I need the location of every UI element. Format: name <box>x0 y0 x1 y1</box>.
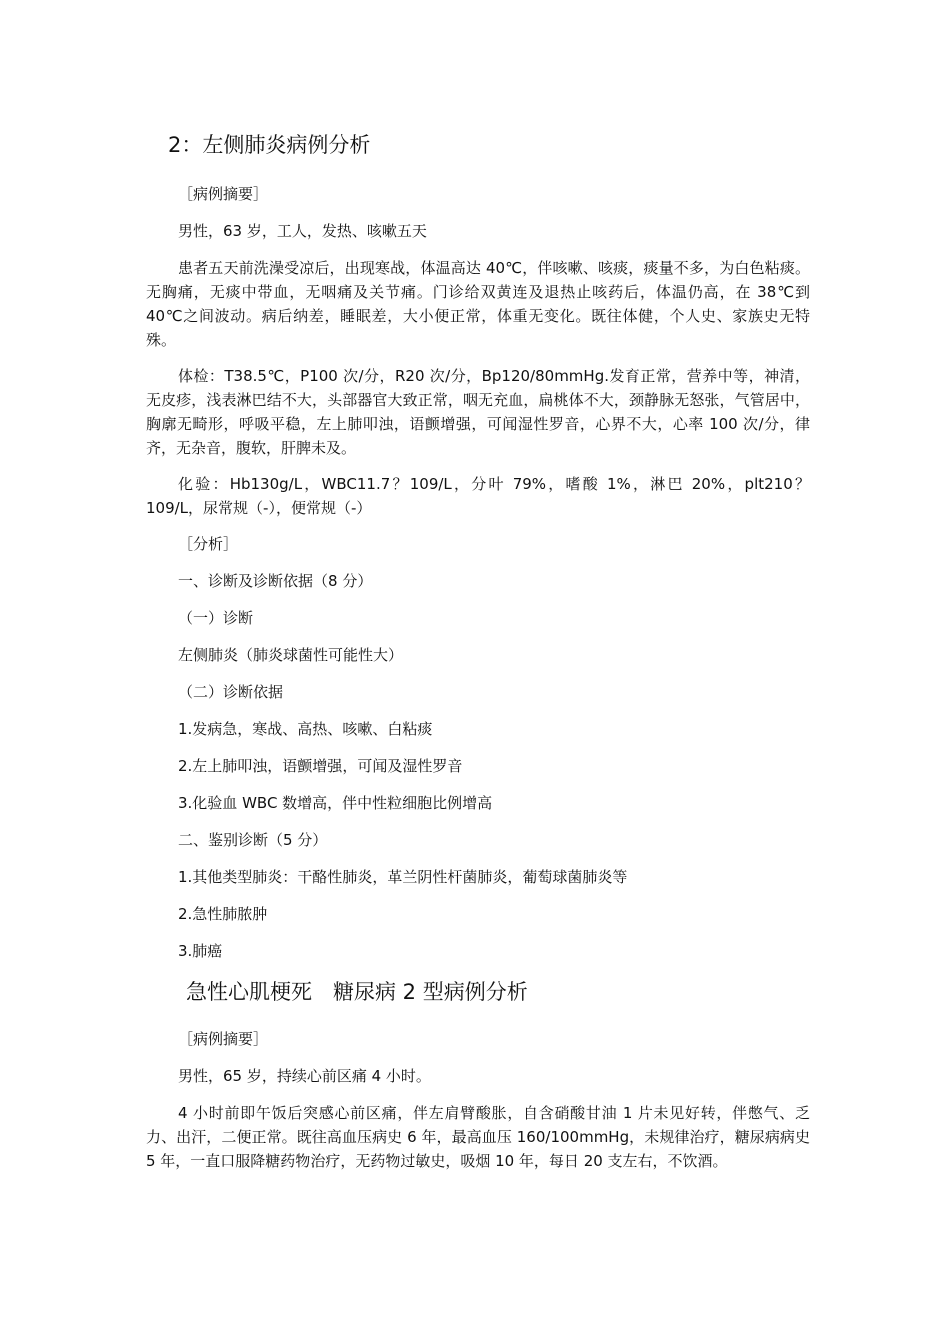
section1-physical-exam: 体检：T38.5℃，P100 次/分，R20 次/分，Bp120/80mmHg.发育正常，营养中等，神清，无皮疹，浅表淋巴结不大，头部器官大致正常，咽无充血，扁桃体不大，颈静脉无怒张，气管居中，胸廓无畸形，呼吸平稳，左上肺叩浊，语颤增强，可闻湿性罗音，心界不大，心率 100 次/分，律齐，无杂音，腹软，肝脾未及。 <box>146 367 810 457</box>
section1-summary-label: ［病例摘要］ <box>178 185 269 203</box>
section2-summary-label: ［病例摘要］ <box>178 1030 269 1048</box>
section2-patient-line: 男性，65 岁，持续心前区痛 4 小时。 <box>178 1067 431 1085</box>
diagnosis-subheading: （一）诊断 <box>178 609 254 627</box>
section2-history: 4 小时前即午饭后突感心前区痛，伴左肩臂酸胀，自含硝酸甘油 1 片未见好转，伴憋气、乏力、出汗，二便正常。既往高血压病史 6 年，最高血压 160/100mmHg，未规律治疗，糖尿病病史 5 年，一直口服降糖药物治疗，无药物过敏史，吸烟 10 年，每日 20 支左右，不饮酒。 <box>146 1104 810 1170</box>
basis-item: 3.化验血 WBC 数增高，伴中性粒细胞比例增高 <box>178 794 493 812</box>
diagnosis-text: 左侧肺炎（肺炎球菌性可能性大） <box>178 646 404 664</box>
document-body <box>146 130 810 1185</box>
section1-analysis-label: ［分析］ <box>178 535 239 553</box>
section1-patient-line: 男性，63 岁，工人，发热、咳嗽五天 <box>178 222 427 240</box>
section1-lab-results: 化验：Hb130g/L，WBC11.7？109/L，分叶 79%，嗜酸 1%，淋巴 20%，plt210？109/L，尿常规（-），便常规（-） <box>146 475 810 517</box>
differential-heading: 二、鉴别诊断（5 分） <box>178 831 328 849</box>
section2-title: 急性心肌梗死 糖尿病 2 型病例分析 <box>186 980 528 1004</box>
section1-title: 2：左侧肺炎病例分析 <box>168 133 371 157</box>
differential-item: 1.其他类型肺炎：干酪性肺炎，革兰阴性杆菌肺炎，葡萄球菌肺炎等 <box>178 868 628 886</box>
differential-item: 2.急性肺脓肿 <box>178 905 268 923</box>
diagnosis-basis-subheading: （二）诊断依据 <box>178 683 284 701</box>
basis-item: 1.发病急，寒战、高热、咳嗽、白粘痰 <box>178 720 433 738</box>
differential-item: 3.肺癌 <box>178 942 223 960</box>
basis-item: 2.左上肺叩浊，语颤增强，可闻及湿性罗音 <box>178 757 463 775</box>
section1-history: 患者五天前洗澡受凉后，出现寒战，体温高达 40℃，伴咳嗽、咳痰，痰量不多，为白色粘痰。无胸痛，无痰中带血，无咽痛及关节痛。门诊给双黄连及退热止咳药后，体温仍高，在 38℃到 40℃之间波动。病后纳差，睡眠差，大小便正常，体重无变化。既往体健，个人史、家族史无特殊。 <box>146 259 810 349</box>
diagnosis-heading: 一、诊断及诊断依据（8 分） <box>178 572 373 590</box>
